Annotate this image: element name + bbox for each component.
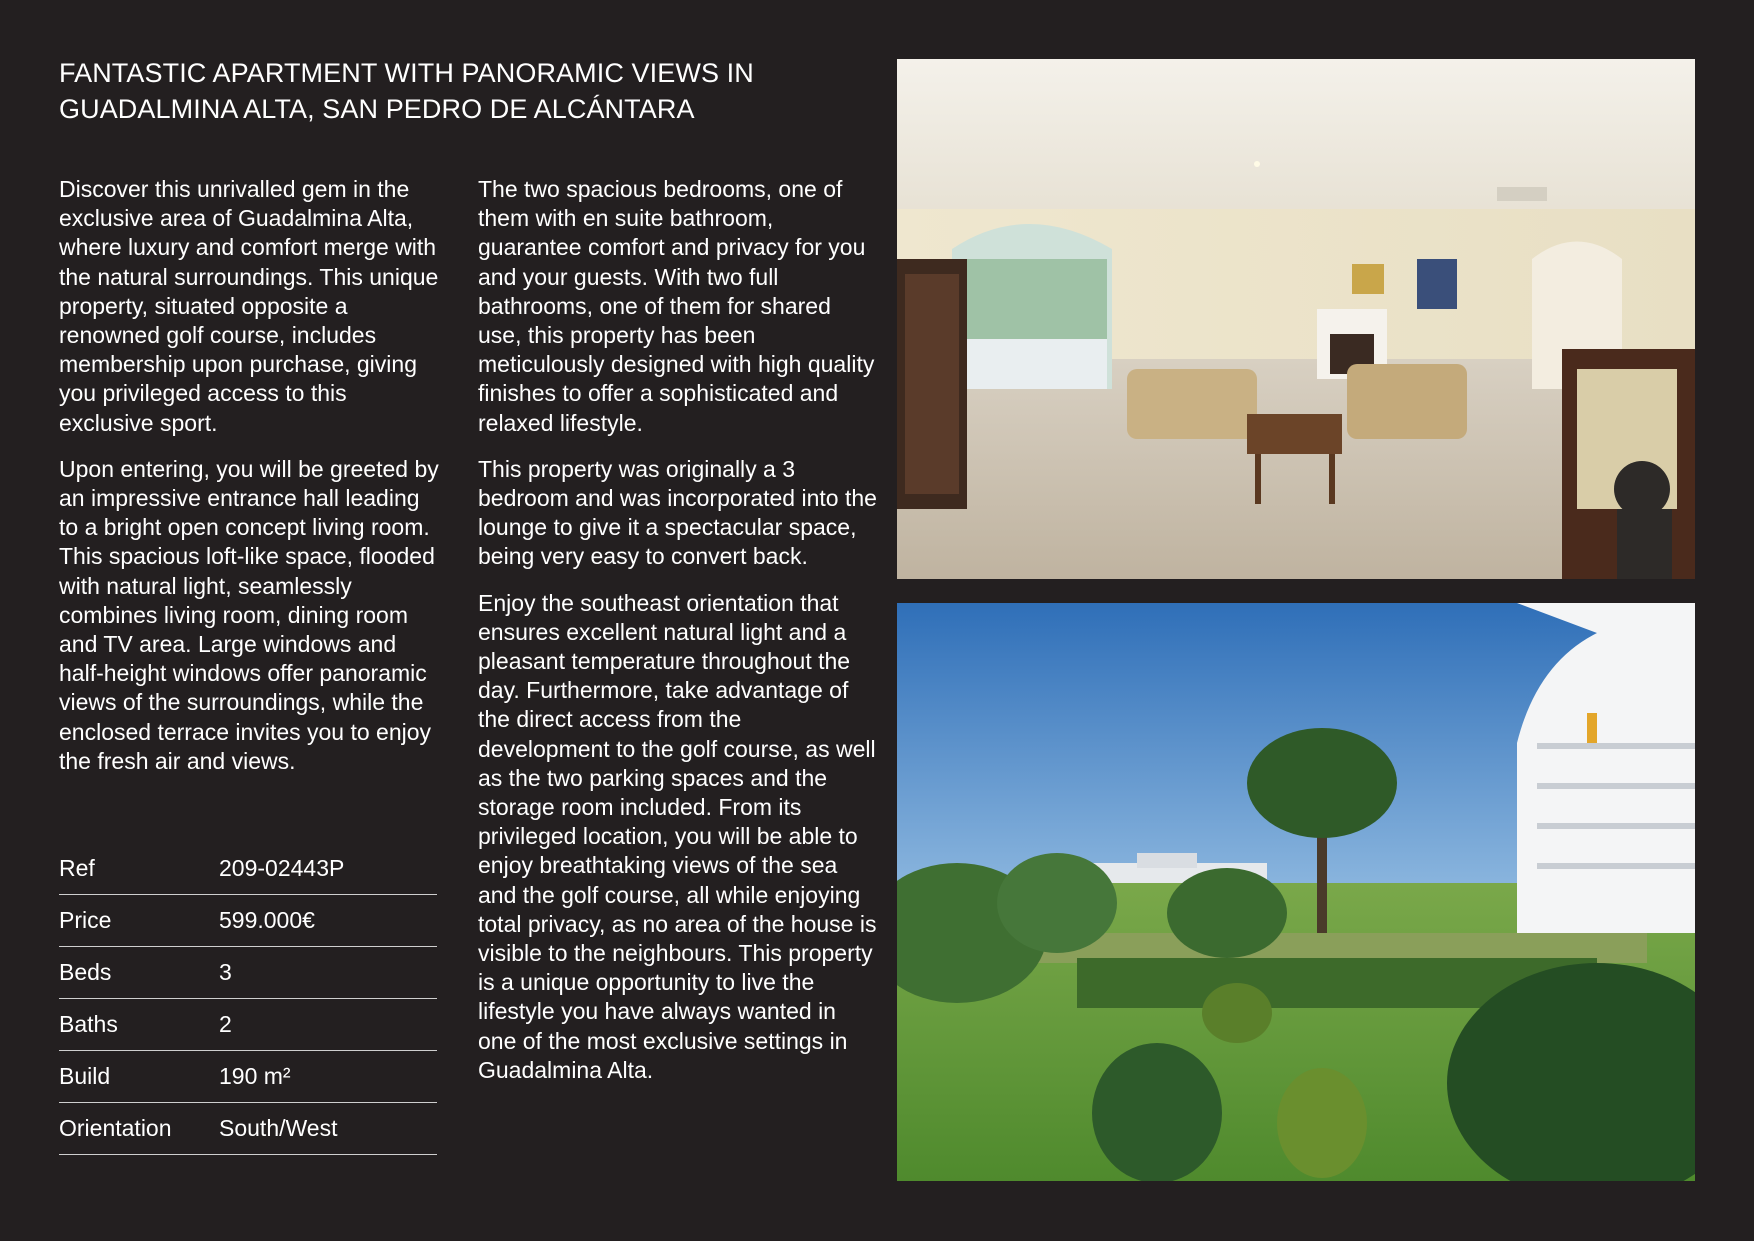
spec-label: Orientation xyxy=(59,1103,219,1155)
description-column-left xyxy=(59,175,444,793)
description-paragraph: This property was originally a 3 bedroom and was incorporated into the lounge to give it a spectacular space, being very easy to convert back. xyxy=(478,455,877,570)
spec-label: Build xyxy=(59,1051,219,1103)
spec-row-orientation xyxy=(59,1103,437,1155)
spec-row-build xyxy=(59,1051,437,1103)
spec-label: Beds xyxy=(59,947,219,999)
description-paragraph: Discover this unrivalled gem in the exclusive area of Guadalmina Alta, where luxury and comfort merge with the natural surroundings. This unique property, situated opposite a renowned golf course, includes membership upon purchase, giving you privileged access to this exclusive sport. xyxy=(59,176,439,436)
page-title xyxy=(59,55,839,127)
spec-label: Ref xyxy=(59,843,219,895)
spec-label: Baths xyxy=(59,999,219,1051)
property-specs-table xyxy=(59,843,437,1155)
description-paragraph: The two spacious bedrooms, one of them with en suite bathroom, guarantee comfort and privacy for you and your guests. With two full bathrooms, one of them for shared use, this property has been meticulously designed with high quality finishes to offer a sophisticated and relaxed lifestyle. xyxy=(478,176,875,436)
page-title-line-2: GUADALMINA ALTA, SAN PEDRO DE ALCÁNTARA xyxy=(59,94,695,124)
spec-row-ref xyxy=(59,843,437,895)
living-room-photo xyxy=(897,59,1695,579)
page-title-line-1: FANTASTIC APARTMENT WITH PANORAMIC VIEWS IN xyxy=(59,58,754,88)
spec-value: South/West xyxy=(219,1103,437,1155)
garden-view-photo xyxy=(897,603,1695,1181)
spec-value: 599.000€ xyxy=(219,895,437,947)
spec-label: Price xyxy=(59,895,219,947)
description-paragraph: Enjoy the southeast orientation that ensures excellent natural light and a pleasant temperature throughout the day. Furthermore, take advantage of the direct access from the development to the golf course, as well as the two parking spaces and the storage room included. From its privileged location, you will be able to enjoy breathtaking views of the sea and the golf course, all while enjoying total privacy, as no area of the house is visible to the neighbours. This property is a unique opportunity to live the lifestyle you have always wanted in one of the most exclusive settings in Guadalmina Alta. xyxy=(478,589,877,1083)
spec-row-price xyxy=(59,895,437,947)
description-column-middle xyxy=(478,175,878,1102)
description-paragraph: Upon entering, you will be greeted by an impressive entrance hall leading to a bright open concept living room. This spacious loft-like space, flooded with natural light, seamlessly combines living room, dining room and TV area. Large windows and half-height windows offer panoramic views of the surroundings, while the enclosed terrace invites you to enjoy the fresh air and views. xyxy=(59,455,439,774)
spec-row-baths xyxy=(59,999,437,1051)
spec-value: 2 xyxy=(219,999,437,1051)
spec-value: 3 xyxy=(219,947,437,999)
spec-value: 190 m² xyxy=(219,1051,437,1103)
spec-value: 209-02443P xyxy=(219,843,437,895)
spec-row-beds xyxy=(59,947,437,999)
